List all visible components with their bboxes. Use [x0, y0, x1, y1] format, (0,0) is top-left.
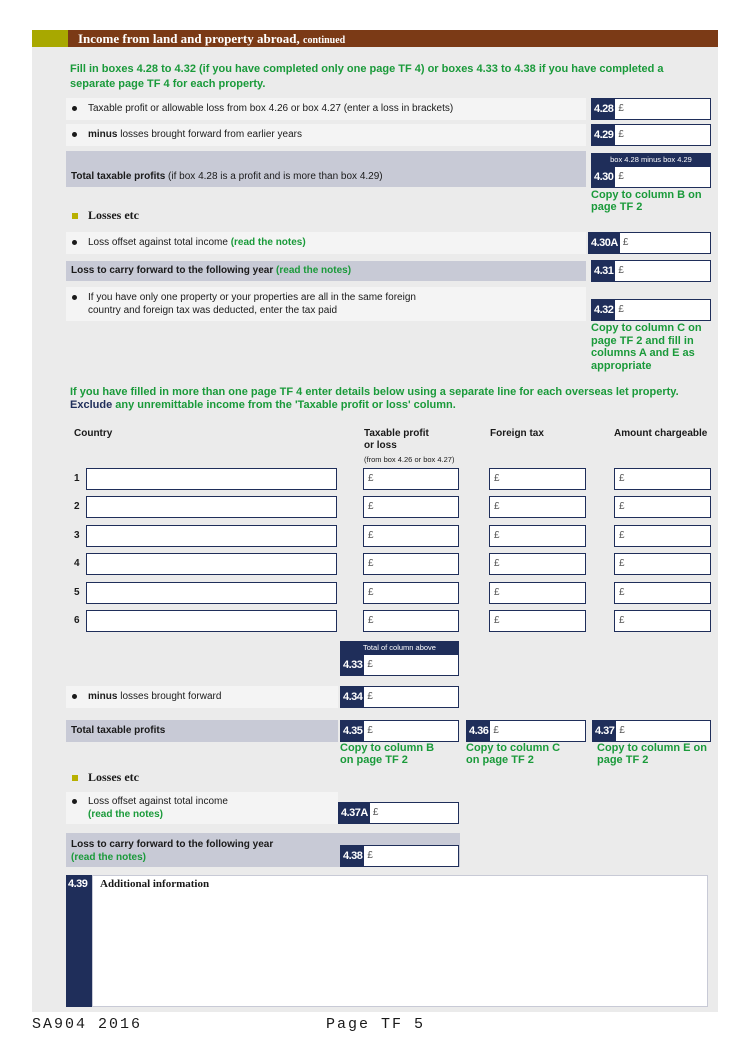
row-number: 4: [74, 558, 80, 569]
footer-page-number: Page TF 5: [326, 1016, 426, 1033]
col-amount: Amount chargeable: [614, 428, 708, 439]
row-4-31-label: Loss to carry forward to the following year (read the notes): [71, 265, 352, 276]
amount-field[interactable]: £: [614, 525, 711, 547]
box-4-39-strip: [66, 875, 92, 1007]
taxable-field[interactable]: £: [363, 525, 459, 547]
box-4-39-number: 4.39: [68, 878, 88, 890]
bullet: [72, 295, 77, 300]
box-4-33[interactable]: 4.33 £: [340, 654, 459, 676]
amount-field[interactable]: £: [614, 582, 711, 604]
box-4-35[interactable]: 4.35 £: [340, 720, 459, 742]
bullet: [72, 694, 77, 699]
foreign-tax-field[interactable]: £: [489, 525, 586, 547]
country-field[interactable]: [86, 610, 337, 632]
losses-heading: Losses etc: [88, 208, 139, 222]
country-field[interactable]: [86, 468, 337, 490]
country-field[interactable]: [86, 496, 337, 518]
box-4-32[interactable]: 4.32 £: [591, 299, 711, 321]
foreign-tax-field[interactable]: £: [489, 553, 586, 575]
intro-text: Fill in boxes 4.28 to 4.32 (if you have completed only one page TF 4) or boxes 4.33 to 4.38 if you have completed a separate page TF 4 for each property.: [70, 63, 664, 90]
col-taxable: Taxable profit or loss: [364, 428, 429, 451]
col-country: Country: [74, 428, 113, 439]
row-4-38-label: Loss to carry forward to the following year (read the notes): [71, 839, 274, 863]
row-4-29-label: minus losses brought forward from earlier years: [88, 129, 302, 140]
amount-field[interactable]: £: [614, 610, 711, 632]
row-number: 2: [74, 501, 80, 512]
box-4-30[interactable]: 4.30 £: [591, 166, 711, 188]
bullet: [72, 106, 77, 111]
foreign-tax-field[interactable]: £: [489, 468, 586, 490]
box-4-30-caption: box 4.28 minus box 4.29: [591, 153, 711, 166]
box-4-36[interactable]: 4.36 £: [466, 720, 586, 742]
intro2-text: If you have filled in more than one page TF 4 enter details below using a separate line for each overseas let property.: [70, 386, 679, 398]
box-4-30a[interactable]: 4.30A £: [588, 232, 711, 254]
box-4-31[interactable]: 4.31 £: [591, 260, 711, 282]
losses-marker: [72, 213, 78, 219]
taxable-field[interactable]: £: [363, 610, 459, 632]
col-foreign: Foreign tax: [490, 428, 544, 439]
row-4-30a-label: Loss offset against total income (read the notes): [88, 237, 306, 248]
box-4-34[interactable]: 4.34 £: [340, 686, 459, 708]
row-number: 1: [74, 473, 80, 484]
additional-information-field[interactable]: [92, 875, 708, 1007]
foreign-tax-field[interactable]: £: [489, 496, 586, 518]
country-field[interactable]: [86, 553, 337, 575]
country-field[interactable]: [86, 582, 337, 604]
section-header: Income from land and property abroad, continued: [68, 30, 718, 47]
row-4-35-label: Total taxable profits: [71, 725, 166, 736]
taxable-field[interactable]: £: [363, 553, 459, 575]
section-marker: [32, 30, 68, 47]
col-taxable-note: (from box 4.26 or box 4.27): [364, 455, 455, 464]
taxable-field[interactable]: £: [363, 582, 459, 604]
box-4-37a[interactable]: 4.37A £: [338, 802, 459, 824]
bullet: [72, 132, 77, 137]
box-4-28[interactable]: 4.28 £: [591, 98, 711, 120]
additional-information-label: Additional information: [100, 878, 210, 890]
row-4-28-label: Taxable profit or allowable loss from box 4.26 or box 4.27 (enter a loss in brackets): [88, 103, 454, 114]
row-number: 5: [74, 587, 80, 598]
box-4-37[interactable]: 4.37 £: [592, 720, 711, 742]
box-4-29[interactable]: 4.29 £: [591, 124, 711, 146]
box-4-30-note: Copy to column B on page TF 2: [591, 189, 702, 213]
box-4-33-caption: Total of column above: [340, 641, 459, 654]
amount-field[interactable]: £: [614, 468, 711, 490]
box-4-38[interactable]: 4.38 £: [340, 845, 459, 867]
bullet: [72, 799, 77, 804]
taxable-field[interactable]: £: [363, 496, 459, 518]
box-4-32-note: Copy to column C on page TF 2 and fill in columns A and E as appropriate: [591, 322, 702, 372]
amount-field[interactable]: £: [614, 553, 711, 575]
row-number: 3: [74, 530, 80, 541]
foreign-tax-field[interactable]: £: [489, 582, 586, 604]
box-4-35-note: Copy to column B on page TF 2: [340, 742, 435, 766]
country-field[interactable]: [86, 525, 337, 547]
box-4-36-note: Copy to column C on page TF 2: [466, 742, 561, 766]
losses-heading: Losses etc: [88, 770, 139, 784]
row-4-34-label: minus losses brought forward: [88, 691, 222, 702]
row-4-37a-label: Loss offset against total income (read the notes): [88, 796, 228, 820]
row-4-32-label: If you have only one property or your properties are all in the same foreign country and foreign tax was deducted, enter the tax paid: [88, 292, 416, 316]
box-4-37-note: Copy to column E on page TF 2: [597, 742, 707, 766]
footer-form-code: SA904 2016: [32, 1016, 143, 1033]
foreign-tax-field[interactable]: £: [489, 610, 586, 632]
row-4-30-label: Total taxable profits (if box 4.28 is a profit and is more than box 4.29): [71, 171, 383, 182]
taxable-field[interactable]: £: [363, 468, 459, 490]
losses-marker: [72, 775, 78, 781]
row-number: 6: [74, 615, 80, 626]
intro2b-text: Exclude any unremittable income from the 'Taxable profit or loss' column.: [70, 399, 456, 411]
amount-field[interactable]: £: [614, 496, 711, 518]
bullet: [72, 240, 77, 245]
